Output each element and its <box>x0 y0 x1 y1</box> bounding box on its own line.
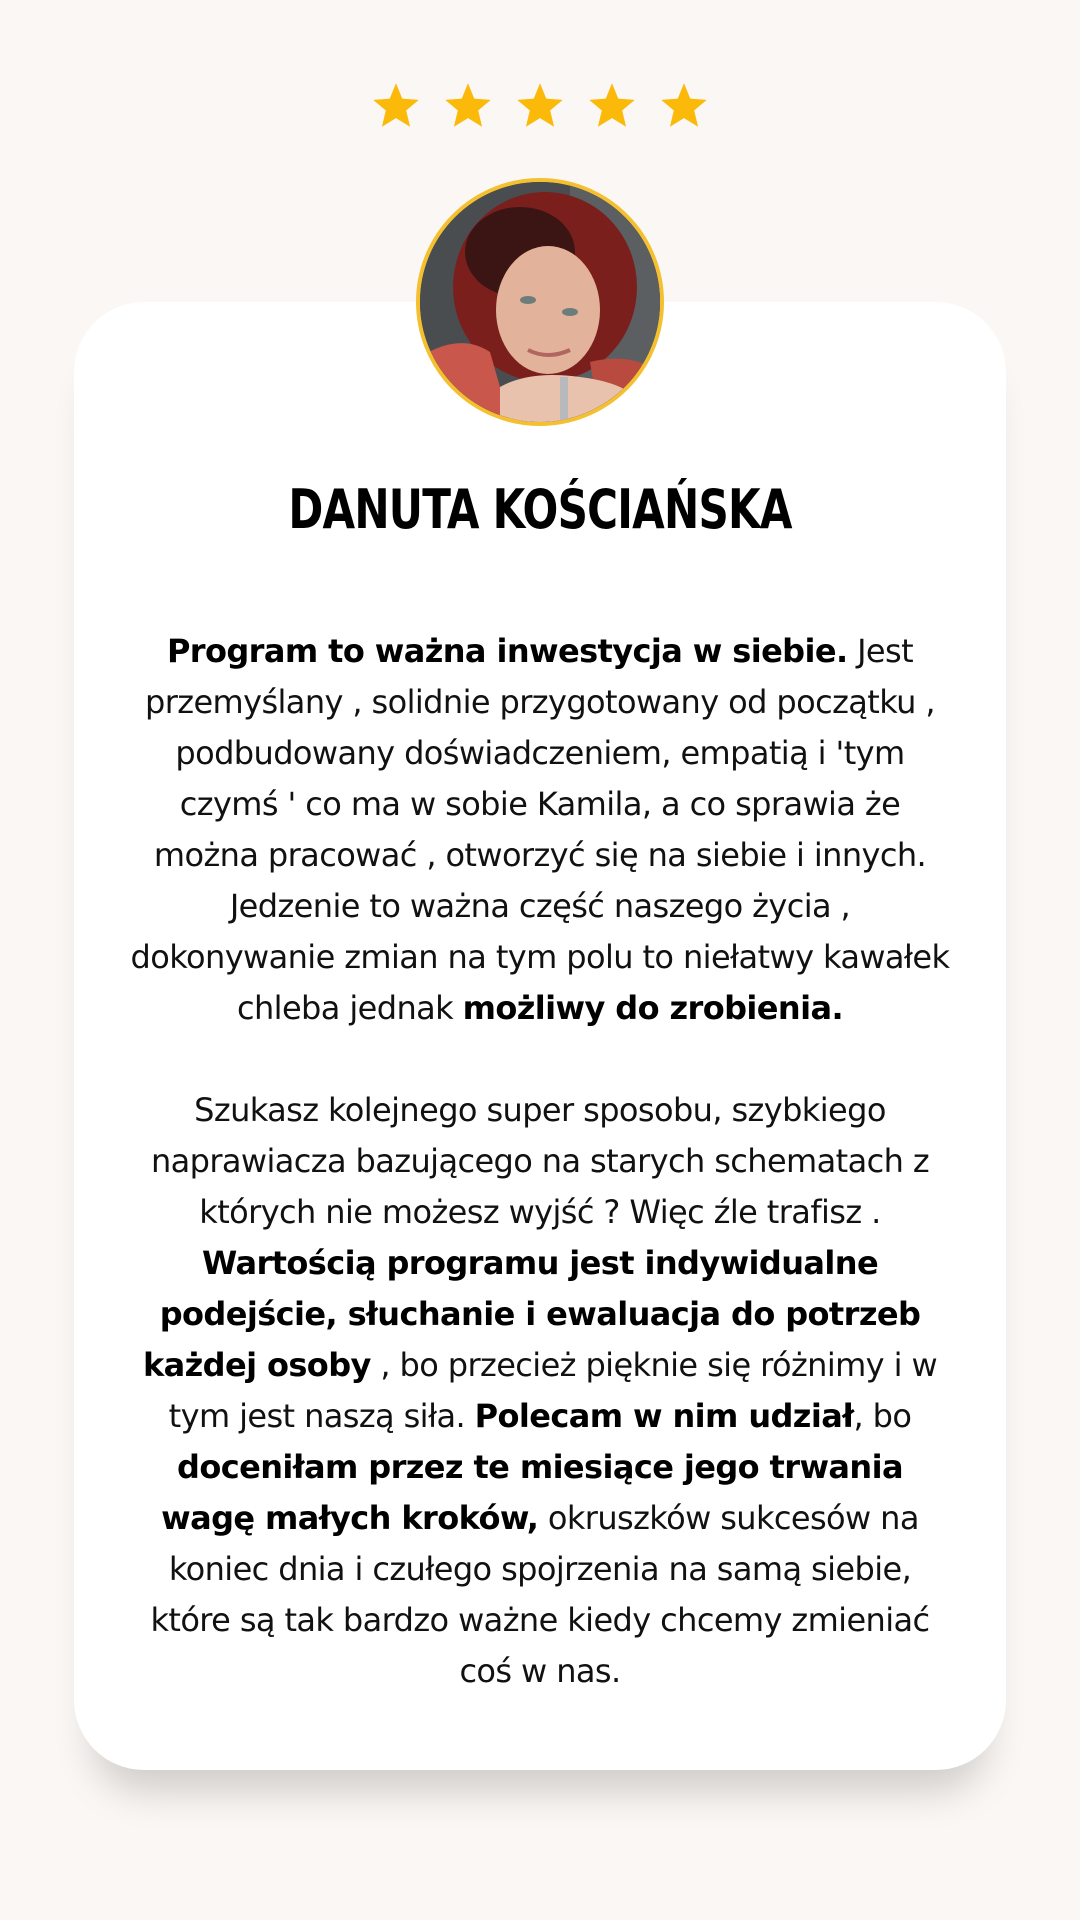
star-icon <box>586 80 638 132</box>
review-segment: okruszków sukcesów na koniec dnia i czułego spojrzenia na samą siebie, które są tak bardzo ważne kiedy chcemy zmieniać coś w nas. <box>150 1499 930 1690</box>
star-icon <box>370 80 422 132</box>
review-segment: Szukasz kolejnego super sposobu, szybkiego naprawiacza bazującego na starych schematach z których nie możesz wyjść ? Więc źle trafisz . <box>150 1091 930 1231</box>
avatar-photo <box>420 182 660 422</box>
review-segment: , bo przecież pięknie się różnimy i w tym jest naszą siła. <box>168 1346 938 1435</box>
review-segment: Polecam w nim udział <box>474 1397 854 1435</box>
reviewer-avatar <box>416 178 664 426</box>
star-rating <box>0 80 1080 132</box>
review-segment: Jest przemyślany , solidnie przygotowany od początku , podbudowany doświadczeniem, empatią i 'tym czymś ' co ma w sobie Kamila, a co sprawia że można pracować , otworzyć się na siebie i innych. Jedzenie to ważna część naszego życia , dokonywanie zmian na tym polu to niełatwy kawałek chleba jednak <box>130 632 950 1027</box>
review-segment: Program to ważna inwestycja w siebie. <box>166 632 848 670</box>
review-paragraph <box>130 626 950 1034</box>
review-segment: Wartością programu jest indywidualne podejście, słuchanie i ewaluacja do potrzeb każdej osoby <box>142 1244 921 1384</box>
star-icon <box>442 80 494 132</box>
review-paragraph <box>130 1085 950 1697</box>
review-text <box>130 626 950 1748</box>
star-icon <box>514 80 566 132</box>
review-segment: możliwy do zrobienia. <box>462 989 843 1027</box>
star-icon <box>658 80 710 132</box>
review-segment: , bo <box>853 1397 912 1435</box>
review-segment: doceniłam przez te miesiące jego trwania wagę małych kroków, <box>161 1448 903 1537</box>
reviewer-name: DANUTA KOŚCIAŃSKA <box>288 478 792 541</box>
